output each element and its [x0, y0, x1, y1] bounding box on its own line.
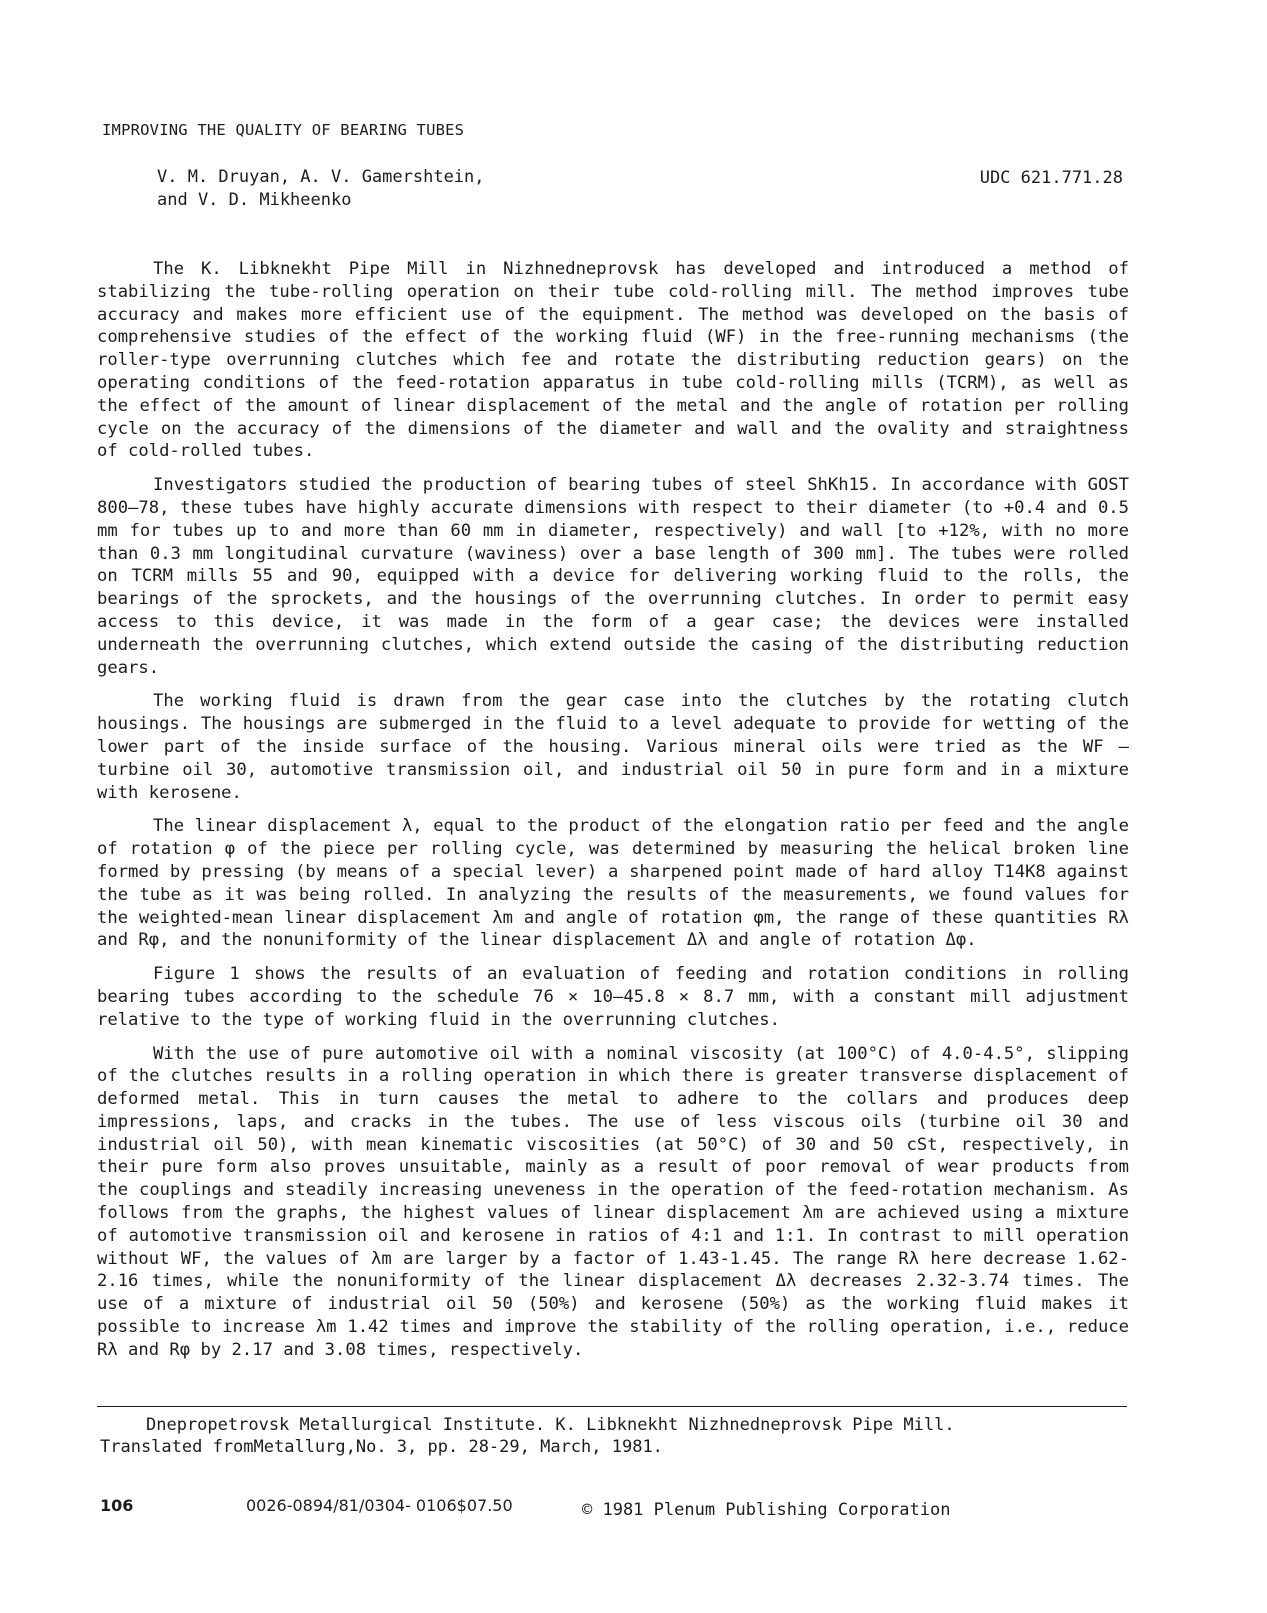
paragraph: With the use of pure automotive oil with a nominal viscosity (at 100°C) of 4.0-4.5°, slipping of the clutches results in a rolling operation in which there is greater transverse displacement of deformed metal. This in turn causes the metal to adhere to the collars and produces deep impressions, laps, and cracks in the tubes. The use of less viscous oils (turbine oil 30 and industrial oil 50), with mean kinematic viscosities (at 50°C) of 30 and 50 cSt, respectively, in their pure form also proves unsuitable, mainly as a result of poor removal of wear products from the couplings and steadily increasing uneveness in the operation of the feed-rotation mechanism. As follows from the graphs, the highest values of linear displacement λm are achieved using a mixture of automotive transmission oil and kerosene in ratios of 4:1 and 1:1. In contrast to mill operation without WF, the values of λm are larger by a factor of 1.43-1.45. The range Rλ here decrease 1.62-2.16 times, while the nonuniformity of the linear displacement Δλ decreases 2.32-3.74 times. The use of a mixture of industrial oil 50 (50%) and kerosene (50%) as the working fluid makes it possible to increase λm 1.42 times and improve the stability of the rolling operation, i.e., reduce Rλ and Rφ by 2.17 and 3.08 times, respectively.: [97, 1043, 1129, 1360]
footnote: [100, 1414, 1100, 1458]
paragraph: The linear displacement λ, equal to the product of the elongation ratio per feed and the angle of rotation φ of the piece per rolling cycle, was determined by measuring the helical broken line formed by pressing (by means of a special lever) a sharpened point made of hard alloy T14K8 against the tube as it was being rolled. In analyzing the results of the measurements, we found values for the weighted-mean linear displacement λm and angle of rotation φm, the range of these quantities Rλ and Rφ, and the nonuniformity of the linear displacement Δλ and angle of rotation Δφ.: [97, 816, 1129, 951]
paragraph: The working fluid is drawn from the gear case into the clutches by the rotating clutch housings. The housings are submerged in the fluid to a level adequate to provide for wetting of the lower part of the inside surface of the housing. Various mineral oils were tried as the WF — turbine oil 30, automotive transmission oil, and industrial oil 50 in pure form and in a mixture with kerosene.: [97, 691, 1129, 803]
paragraph: The K. Libknekht Pipe Mill in Nizhnedneprovsk has developed and introduced a method of stabilizing the tube-rolling operation on their tube cold-rolling mill. The method improves tube accuracy and makes more efficient use of the equipment. The method was developed on the basis of comprehensive studies of the effect of the working fluid (WF) in the free-running mechanisms (the roller-type overrunning clutches which fee and rotate the distributing reduction gears) on the operating conditions of the feed-rotation apparatus in tube cold-rolling mills (TCRM), as well as the effect of the amount of linear displacement of the metal and the angle of rotation per rolling cycle on the accuracy of the dimensions of the diameter and wall and the ovality and straightness of cold-rolled tubes.: [97, 259, 1129, 462]
article-title: IMPROVING THE QUALITY OF BEARING TUBES: [102, 121, 465, 139]
author-line-1: V. M. Druyan, A. V. Gamershtein,: [157, 167, 485, 187]
footnote-line-1: Dnepropetrovsk Metallurgical Institute. K. Libknekht Nizhnedneprovsk Pipe Mill.: [146, 1415, 955, 1435]
footnote-divider: [97, 1406, 1127, 1407]
footnote-line-2: Translated fromMetallurg,No. 3, pp. 28-29, March, 1981.: [100, 1437, 663, 1457]
page-number: 106: [100, 1496, 134, 1515]
udc-code: UDC 621.771.28: [979, 168, 1123, 188]
paragraph: Investigators studied the production of bearing tubes of steel ShKh15. In accordance with GOST 800—78, these tubes have highly accurate dimensions with respect to their diameter (to +0.4 and 0.5 mm for tubes up to and more than 60 mm in diameter, respectively) and wall [to +12%, with no more than 0.3 mm longitudinal curvature (waviness) over a base length of 300 mm]. The tubes were rolled on TCRM mills 55 and 90, equipped with a device for delivering working fluid to the rolls, the bearings of the sprockets, and the housings of the overrunning clutches. In order to permit easy access to this device, it was made in the form of a gear case; the devices were installed underneath the overrunning clutches, which extend outside the casing of the distributing reduction gears.: [97, 475, 1129, 678]
author-line-2: and V. D. Mikheenko: [157, 190, 352, 210]
article-body: [97, 258, 1129, 1373]
author-block: [157, 166, 485, 212]
paragraph: Figure 1 shows the results of an evaluation of feeding and rotation conditions in rolling bearing tubes according to the schedule 76 × 10—45.8 × 8.7 mm, with a constant mill adjustment relative to the type of working fluid in the overrunning clutches.: [97, 964, 1129, 1030]
article-code: 0026-0894/81/0304- 0106$07.50: [246, 1496, 513, 1515]
copyright-notice: © 1981 Plenum Publishing Corporation: [582, 1500, 951, 1520]
